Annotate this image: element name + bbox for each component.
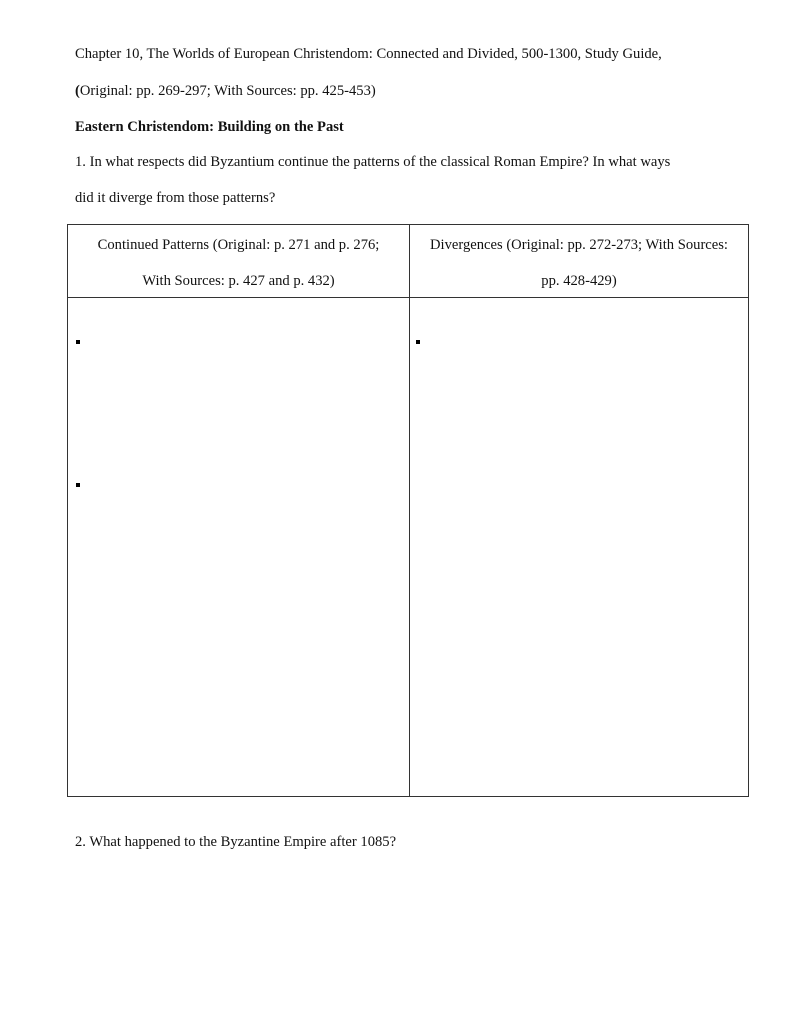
page-reference-text: Original: pp. 269-297; With Sources: pp. 425-453) [79,83,376,99]
continued-patterns-header-line-2: With Sources: p. 427 and p. 432) [142,273,335,289]
answer-table [67,224,749,797]
page-reference-line [75,82,376,100]
divergences-header-line-1: Divergences (Original: pp. 272-273; With Sources: [430,237,728,253]
bullet-icon [76,340,80,344]
question-2: 2. What happened to the Byzantine Empire after 1085? [75,834,397,850]
bullet-icon [76,483,80,487]
bullet-icon [416,340,420,344]
divergences-header [410,227,748,299]
divergences-header-line-2: pp. 428-429) [541,273,617,289]
page-reference-open-paren: ( [75,83,80,99]
continued-patterns-header-line-1: Continued Patterns (Original: p. 271 and p. 276; [97,237,380,253]
question-1-line-2: did it diverge from those patterns? [75,190,276,206]
section-heading: Eastern Christendom: Building on the Past [75,119,344,135]
document-title: Chapter 10, The Worlds of European Christendom: Connected and Divided, 500-1300, Study Guide, [75,46,662,62]
table-column-divider [409,225,410,796]
question-1-line-1: 1. In what respects did Byzantium continue the patterns of the classical Roman Empire? In what ways [75,154,671,170]
continued-patterns-header [68,227,409,299]
